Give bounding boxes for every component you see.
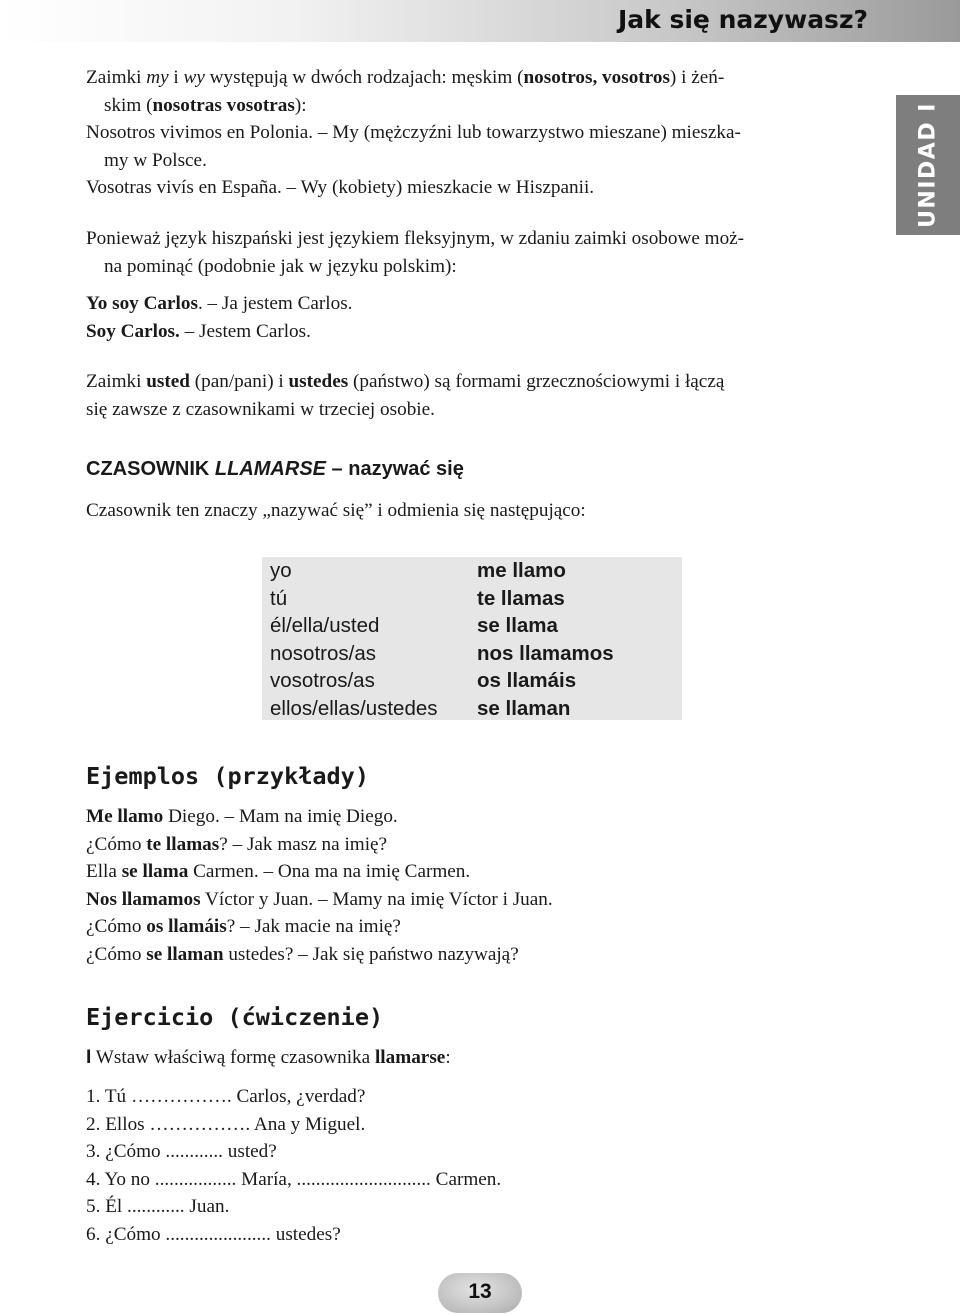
intro-line-4: my w Polsce.: [104, 149, 207, 171]
text: ) i żeń-: [669, 67, 725, 88]
verb-form-cell: nos llamamos: [477, 641, 614, 665]
flexion-example-2: [86, 318, 870, 346]
bold-term: Me llamo: [86, 806, 164, 827]
verb-form-cell: os llamáis: [477, 669, 577, 692]
text: i: [168, 67, 184, 88]
usted-line-2: się zawsze z czasownikami w trzeciej osobie.: [86, 398, 435, 420]
text: (państwo) są formami grzecznościowymi i łączą: [348, 371, 725, 392]
conjugation-table: [262, 557, 682, 720]
bold-term: ustedes: [288, 371, 349, 392]
flexion-paragraph: [86, 225, 870, 280]
text: . – Ja jestem Carlos.: [197, 293, 353, 314]
verb-form-cell: se llaman: [477, 696, 571, 720]
pronoun-cell: él/ella/usted: [270, 614, 380, 637]
verb-form-cell: me llamo: [477, 559, 566, 582]
unit-label: UNIDAD I: [915, 102, 941, 228]
bold-term: te llamas: [146, 833, 220, 855]
verb-intro: [86, 497, 870, 525]
text: ¿Cómo: [86, 943, 147, 965]
exercise-instruction: [86, 1044, 451, 1072]
bold-term: nosotras vosotras: [152, 94, 295, 116]
text: ):: [294, 94, 307, 116]
text: Diego. – Mam na imię Diego.: [163, 806, 398, 827]
bold-term: llamarse: [374, 1047, 446, 1068]
text: Víctor y Juan. – Mamy na imię Víctor i Juan.: [200, 888, 553, 910]
list-item: [86, 886, 553, 914]
unit-side-tab: [896, 95, 960, 235]
verb-heading: [86, 458, 464, 481]
text: ? – Jak macie na imię?: [226, 916, 401, 937]
text: Carmen. – Ona ma na imię Carmen.: [188, 861, 471, 882]
text: ? – Jak masz na imię?: [219, 833, 388, 855]
bold-term: Soy Carlos.: [86, 320, 180, 342]
page-title: Jak się nazywasz?: [617, 5, 868, 34]
exercise-heading: Ejercicio (ćwiczenie): [86, 1003, 384, 1031]
flexion-line-2: na pominąć (podobnie jak w języku polskim):: [104, 255, 457, 277]
bold-term: nosotros, vosotros: [523, 67, 670, 88]
exercise-item: 3. ¿Cómo ............ usted?: [86, 1141, 277, 1162]
examples-heading: Ejemplos (przykłady): [86, 762, 369, 790]
bold-term: se llaman: [146, 943, 224, 965]
exercise-list: [86, 1083, 501, 1248]
usted-paragraph: [86, 368, 870, 423]
text: ¿Cómo: [86, 833, 147, 855]
bold-term: os llamáis: [146, 916, 227, 937]
intro-line-3: Nosotros vivimos en Polonia. – My (mężczyźni lub towarzystwo mieszane) mieszka-: [86, 122, 741, 143]
verb-intro-text: Czasownik ten znaczy „nazywać się” i odmienia się następująco:: [86, 500, 586, 521]
pronoun-cell: yo: [270, 559, 292, 582]
pronoun-cell: nosotros/as: [270, 641, 376, 665]
text: ustedes? – Jak się państwo nazywają?: [223, 943, 519, 965]
examples-list: [86, 803, 553, 968]
bold-term: usted: [146, 371, 190, 392]
exercise-item: 1. Tú ……………. Carlos, ¿verdad?: [86, 1086, 366, 1107]
exercise-number: I: [86, 1047, 92, 1068]
exercise-item: 6. ¿Cómo ...................... ustedes?: [86, 1223, 341, 1245]
pronoun-cell: vosotros/as: [270, 669, 375, 692]
intro-line-5: Vosotras vivís en España. – Wy (kobiety) mieszkacie w Hiszpanii.: [86, 177, 595, 198]
text: skim (: [104, 94, 153, 116]
text: :: [445, 1047, 451, 1068]
pronoun-cell: ellos/ellas/ustedes: [270, 696, 438, 720]
header-bar: [0, 0, 960, 42]
intro-paragraph: [86, 64, 870, 202]
text: Zaimki: [86, 67, 147, 88]
intro-line-2: [86, 92, 870, 120]
text: występują w dwóch rodzajach: męskim (: [204, 67, 524, 88]
pronoun-cell: tú: [270, 586, 288, 610]
pronoun-my: my: [146, 67, 169, 88]
text: – nazywać się: [326, 458, 464, 480]
bold-term: Yo soy Carlos: [86, 293, 198, 314]
list-item: [86, 803, 553, 831]
list-item: [86, 831, 553, 859]
text: Ella: [86, 861, 122, 882]
text: Wstaw właściwą formę czasownika: [91, 1047, 375, 1068]
list-item: [86, 858, 553, 886]
page-number: 13: [468, 1280, 492, 1303]
instruction-line: [86, 1044, 451, 1072]
bold-term: Nos llamamos: [86, 888, 201, 910]
text: (pan/pani) i: [189, 371, 289, 392]
exercise-item: 5. Él ............ Juan.: [86, 1196, 230, 1217]
page-number-badge: [438, 1273, 522, 1313]
list-item: [86, 913, 553, 941]
verb-form-cell: te llamas: [477, 586, 565, 610]
usted-line-1: [86, 368, 870, 396]
exercise-item: 2. Ellos ……………. Ana y Miguel.: [86, 1113, 366, 1135]
verb-name: LLAMARSE: [214, 458, 326, 480]
exercise-item: 4. Yo no ................. María, ............................ Carmen.: [86, 1168, 502, 1190]
text: – Jestem Carlos.: [179, 320, 311, 342]
flexion-examples: [86, 290, 870, 345]
verb-form-cell: se llama: [477, 614, 558, 637]
text: CZASOWNIK: [86, 458, 215, 480]
text: ¿Cómo: [86, 916, 147, 937]
flexion-line-1: Ponieważ język hiszpański jest językiem fleksyjnym, w zdaniu zaimki osobowe moż-: [86, 228, 745, 249]
text: Zaimki: [86, 371, 147, 392]
flexion-example-1: [86, 290, 870, 318]
pronoun-wy: wy: [183, 67, 205, 88]
bold-term: se llama: [121, 861, 189, 882]
intro-line-1: [86, 64, 870, 92]
list-item: [86, 941, 553, 969]
